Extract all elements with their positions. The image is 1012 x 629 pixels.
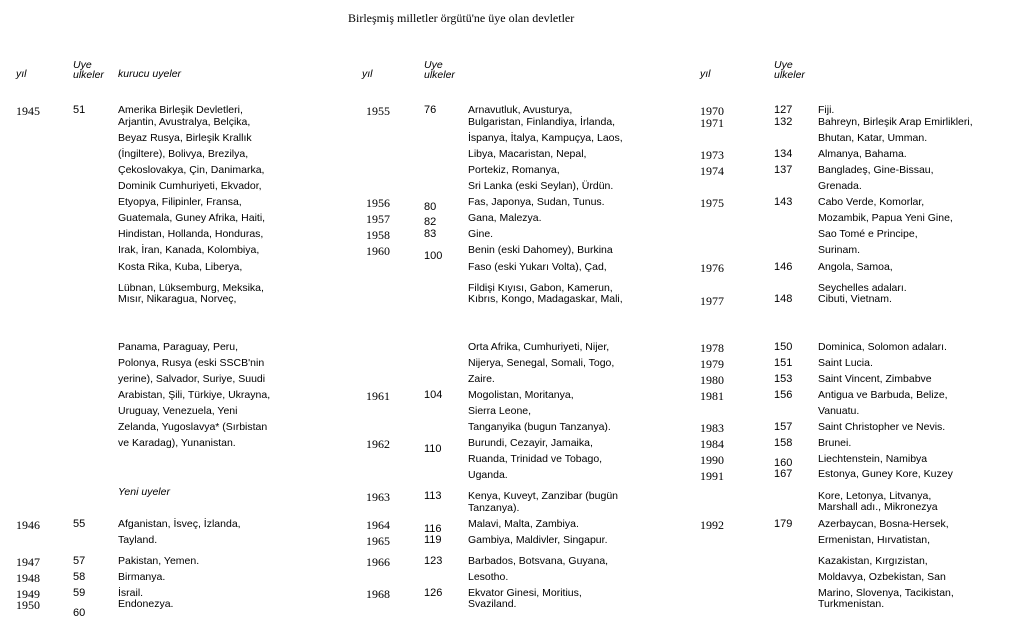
members-1968: Ekvator Ginesi, Moritius,	[468, 587, 582, 599]
members-1949: İsrail.	[118, 587, 144, 599]
members-1946: Afganistan, İsveç, İzlanda,	[118, 518, 241, 530]
year-1956: 1956	[366, 196, 390, 210]
founder-line: Polonya, Rusya (eski SSCB'nin	[118, 357, 265, 369]
count-1974: 137	[774, 164, 793, 176]
founder-line: Mısır, Nikaragua, Norveç,	[118, 293, 237, 305]
members-1983: Saint Christopher ve Nevis.	[818, 421, 946, 433]
members-1960: Nijerya, Senegal, Somali, Togo,	[468, 357, 615, 369]
count-1978: 150	[774, 341, 793, 353]
members-1961: Sierra Leone,	[468, 405, 532, 417]
founder-line: Lübnan, Lüksemburg, Meksika,	[118, 282, 264, 294]
members-1980: Saint Vincent, Zimbabve	[818, 373, 932, 385]
founder-line: Zelanda, Yugoslavya* (Sırbistan	[118, 421, 268, 433]
members-1961: Mogolistan, Moritanya,	[468, 389, 574, 401]
members-1948: Birmanya.	[118, 571, 166, 583]
count-1980: 153	[774, 373, 793, 385]
members-1975: Mozambik, Papua Yeni Gine,	[818, 212, 953, 224]
founder-line: Beyaz Rusya, Birleşik Krallık	[118, 132, 252, 144]
founder-line: Panama, Paraguay, Peru,	[118, 341, 239, 353]
members-1992: Moldavya, Ozbekistan, San	[818, 571, 946, 583]
members-1992: Marino, Slovenya, Tacikistan,	[818, 587, 954, 599]
count-1945: 51	[73, 104, 86, 116]
count-1947: 57	[73, 555, 86, 567]
members-1955: Libya, Macaristan, Nepal,	[468, 148, 587, 160]
founder-line: Çekoslovakya, Çin, Danimarka,	[118, 164, 265, 176]
members-1976: Angola, Samoa,	[818, 261, 893, 273]
members-1970: Fiji.	[818, 104, 835, 116]
founder-line: Irak, İran, Kanada, Kolombiya,	[118, 244, 260, 256]
members-1992: Turkmenistan.	[818, 598, 885, 610]
year-1966: 1966	[366, 555, 390, 569]
members-1947: Pakistan, Yemen.	[118, 555, 200, 567]
year-1974: 1974	[700, 164, 724, 178]
founder-line: Arabistan, Şili, Türkiye, Ukrayna,	[118, 389, 271, 401]
year-1960: 1960	[366, 244, 390, 258]
header-members-3: Uye ulkeler	[774, 59, 805, 81]
members-1984: Brunei.	[818, 437, 852, 449]
members-1962: Ruanda, Trinidad ve Tobago,	[468, 453, 603, 465]
year-1971: 1971	[700, 116, 724, 130]
members-1974: Bangladeş, Gine-Bissau,	[818, 164, 934, 176]
count-1958: 83	[424, 228, 437, 240]
members-1992: Kazakistan, Kırgızistan,	[818, 555, 928, 567]
members-1991: Kore, Letonya, Litvanya,	[818, 490, 932, 502]
year-1965: 1965	[366, 534, 390, 548]
year-1950: 1950	[16, 598, 40, 612]
year-1990: 1990	[700, 453, 724, 467]
year-1947: 1947	[16, 555, 40, 569]
members-1978: Dominica, Solomon adaları.	[818, 341, 947, 353]
year-1981: 1981	[700, 389, 724, 403]
count-1991: 167	[774, 468, 793, 480]
members-1979: Saint Lucia.	[818, 357, 873, 369]
count-1966: 123	[424, 555, 443, 567]
year-1973: 1973	[700, 148, 724, 162]
members-1971: Bhutan, Katar, Umman.	[818, 132, 928, 144]
year-1949: 1949	[16, 587, 40, 601]
year-1976: 1976	[700, 261, 724, 275]
year-1991: 1991	[700, 469, 724, 483]
count-1990: 160	[774, 457, 793, 469]
year-1948: 1948	[16, 571, 40, 585]
page-title: Birleşmiş milletler örgütü'ne üye olan devletler	[348, 11, 575, 25]
count-1965: 119	[424, 534, 442, 546]
members-1974: Grenada.	[818, 180, 862, 192]
members-1975: Cabo Verde, Komorlar,	[818, 196, 925, 208]
founder-line: ve Karadag), Yunanistan.	[118, 437, 236, 449]
count-1976: 146	[774, 261, 793, 273]
year-1983: 1983	[700, 421, 724, 435]
members-1975: Sao Tomé e Principe,	[818, 228, 918, 240]
founder-line: Guatemala, Guney Afrika, Haiti,	[118, 212, 266, 224]
founder-line: Kosta Rika, Kuba, Liberya,	[118, 261, 243, 273]
members-1963: Tanzanya).	[468, 502, 520, 514]
founder-line: Etyopya, Filipinler, Fransa,	[118, 196, 242, 208]
year-1945: 1945	[16, 104, 40, 118]
count-1983: 157	[774, 421, 793, 433]
members-1957: Gana, Malezya.	[468, 212, 542, 224]
year-1975: 1975	[700, 196, 724, 210]
members-1955: Portekiz, Romanya,	[468, 164, 560, 176]
members-1960: Orta Afrika, Cumhuriyeti, Nijer,	[468, 341, 610, 353]
count-1949: 59	[73, 587, 86, 599]
members-1955: Bulgaristan, Finlandiya, İrlanda,	[468, 116, 616, 128]
year-1980: 1980	[700, 373, 724, 387]
count-1956: 80	[424, 201, 437, 213]
members-1976: Seychelles adaları.	[818, 282, 907, 294]
count-1992: 179	[774, 518, 793, 530]
year-1955: 1955	[366, 104, 390, 118]
members-1960: Benin (eski Dahomey), Burkina	[468, 244, 613, 256]
founder-line: (İngiltere), Bolivya, Brezilya,	[118, 148, 249, 160]
year-1957: 1957	[366, 212, 390, 226]
members-1991: Estonya, Guney Kore, Kuzey	[818, 468, 953, 480]
count-1962: 110	[424, 443, 442, 455]
count-1975: 143	[774, 196, 793, 208]
members-1966: Lesotho.	[468, 571, 509, 583]
members-1991: Marshall adı., Mikronezya	[818, 501, 938, 513]
header-year-3: yıl	[700, 68, 711, 80]
founder-line: Dominik Cumhuriyeti, Ekvador,	[118, 180, 262, 192]
members-1962: Uganda.	[468, 469, 508, 481]
members-1966: Barbados, Botsvana, Guyana,	[468, 555, 609, 567]
members-1963: Kenya, Kuveyt, Zanzibar (bugün	[468, 490, 619, 502]
count-1971: 132	[774, 116, 793, 128]
members-1955: Arnavutluk, Avusturya,	[468, 104, 573, 116]
members-1955: İspanya, İtalya, Kampuçya, Laos,	[468, 132, 623, 144]
count-1955: 76	[424, 104, 437, 116]
members-1960: Zaire.	[468, 373, 495, 385]
year-1970: 1970	[700, 104, 724, 118]
members-1955: Sri Lanka (eski Seylan), Ürdün.	[468, 180, 614, 192]
members-1981: Antigua ve Barbuda, Belize,	[818, 389, 948, 401]
header-founders: kurucu uyeler	[118, 68, 182, 80]
count-1970: 127	[774, 104, 793, 116]
count-1964: 116	[424, 523, 442, 535]
count-1973: 134	[774, 148, 793, 160]
year-1961: 1961	[366, 389, 390, 403]
year-1963: 1963	[366, 490, 390, 504]
header-year-1: yıl	[16, 68, 27, 80]
count-1948: 58	[73, 571, 86, 583]
count-1981: 156	[774, 389, 793, 401]
members-1975: Surinam.	[818, 244, 861, 256]
year-1992: 1992	[700, 518, 724, 532]
members-1973: Almanya, Bahama.	[818, 148, 907, 160]
year-1979: 1979	[700, 357, 724, 371]
founder-line: Uruguay, Venezuela, Yeni	[118, 405, 238, 417]
members-1960: Kıbrıs, Kongo, Madagaskar, Mali,	[468, 293, 623, 305]
members-1965: Gambiya, Maldivler, Singapur.	[468, 534, 608, 546]
members-1971: Bahreyn, Birleşik Arap Emirlikleri,	[818, 116, 973, 128]
count-1960: 100	[424, 250, 443, 262]
year-1984: 1984	[700, 437, 724, 451]
members-1956: Fas, Japonya, Sudan, Tunus.	[468, 196, 605, 208]
members-1946-cont: Tayland.	[118, 534, 158, 546]
members-1960: Faso (eski Yukarı Volta), Çad,	[468, 261, 607, 273]
year-1962: 1962	[366, 437, 390, 451]
members-1977: Cibuti, Vietnam.	[818, 293, 892, 305]
year-1968: 1968	[366, 587, 390, 601]
members-1961: Tanganyika (bugun Tanzanya).	[468, 421, 611, 433]
members-1990: Liechtenstein, Namibya	[818, 453, 928, 465]
count-1961: 104	[424, 389, 443, 401]
header-members-2: Uye ulkeler	[424, 59, 455, 81]
count-1957: 82	[424, 216, 437, 228]
count-1946: 55	[73, 518, 86, 530]
founder-line: Amerika Birleşik Devletleri,	[118, 104, 243, 116]
members-1992: Ermenistan, Hırvatistan,	[818, 534, 931, 546]
members-1968: Svaziland.	[468, 598, 517, 610]
count-1979: 151	[774, 357, 793, 369]
members-1962: Burundi, Cezayir, Jamaika,	[468, 437, 593, 449]
count-1950: 60	[73, 607, 86, 619]
header-members-1: Uye ulkeler	[73, 59, 104, 81]
count-1968: 126	[424, 587, 443, 599]
count-1963: 113	[424, 490, 442, 502]
year-1958: 1958	[366, 228, 390, 242]
header-year-2: yıl	[362, 68, 373, 80]
count-1984: 158	[774, 437, 793, 449]
members-1950: Endonezya.	[118, 598, 174, 610]
founder-line: Arjantin, Avustralya, Belçika,	[118, 116, 251, 128]
year-1977: 1977	[700, 294, 724, 308]
members-1981: Vanuatu.	[818, 405, 860, 417]
members-1964: Malavi, Malta, Zambiya.	[468, 518, 579, 530]
year-1964: 1964	[366, 518, 390, 532]
founder-line: Hindistan, Hollanda, Honduras,	[118, 228, 264, 240]
members-1960: Fildişi Kıyısı, Gabon, Kamerun,	[468, 282, 613, 294]
members-1992: Azerbaycan, Bosna-Hersek,	[818, 518, 949, 530]
header-new-members: Yeni uyeler	[118, 486, 170, 498]
year-1978: 1978	[700, 341, 724, 355]
year-1946: 1946	[16, 518, 40, 532]
count-1977: 148	[774, 293, 793, 305]
founder-line: yerine), Salvador, Suriye, Suudi	[118, 373, 266, 385]
members-1958: Gine.	[468, 228, 494, 240]
